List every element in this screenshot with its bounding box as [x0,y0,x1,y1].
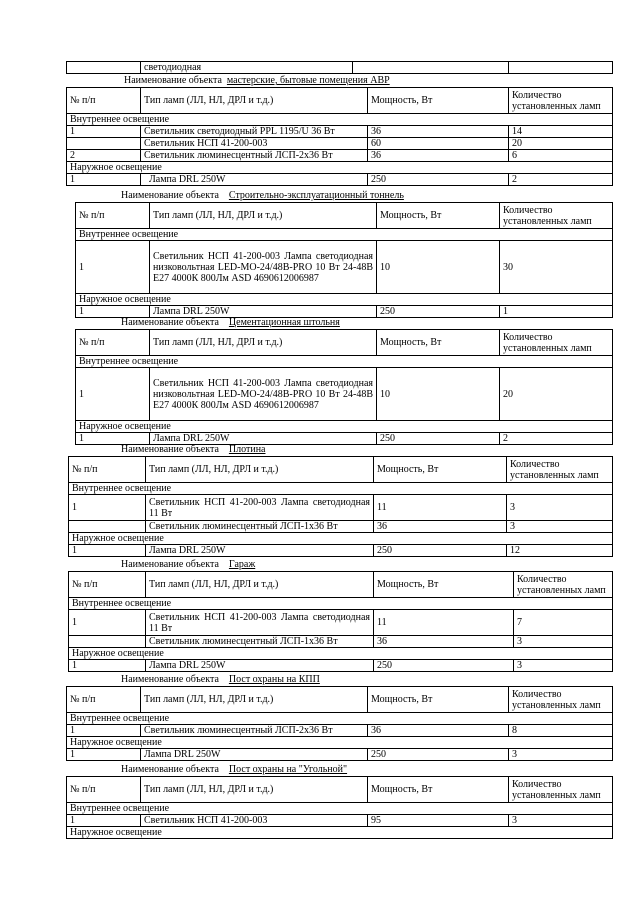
cell-type: Светильник НСП 41-200-003 Лампа светодиодная 11 Вт [146,495,374,521]
cell-power: 36 [374,521,507,533]
cell-num: 1 [67,815,141,827]
col-count-header: Количество установленных ламп [500,330,613,356]
cell-power: 11 [374,610,514,636]
section-outdoor: Наружное освещение [76,421,613,433]
col-count-header: Количество установленных ламп [514,572,613,598]
cell-power: 36 [368,150,509,162]
cell-num: 1 [69,660,146,672]
section-indoor: Внутреннее освещение [76,229,613,241]
cell-type: Лампа DRL 250W [146,660,374,672]
col-count-header: Количество установленных ламп [507,457,613,483]
cell-power: 11 [374,495,507,521]
col-type-header: Тип ламп (ЛЛ, НЛ, ДРЛ и т.д.) [150,330,377,356]
cell-count: 1 [500,306,613,318]
col-power-header: Мощность, Вт [374,572,514,598]
cell-type: Светильник НСП 41-200-003 Лампа светодиодная низковольтная LED-MO-24/48B-PRO 10 Вт 24-48В Е27 4000К 800Лм ASD 4690612006987 [150,241,377,294]
cell-type: Лампа DRL 250W [146,545,374,557]
object-name: Пост охраны на КПП [228,674,320,685]
cell-type: Лампа DRL 250W [150,433,377,445]
cell-num [67,138,141,150]
lamp-table [68,456,613,557]
section-indoor: Внутреннее освещение [67,803,613,815]
cell-num: 1 [67,749,141,761]
section-outdoor: Наружное освещение [67,827,613,839]
lamp-table [66,87,613,186]
cell-count: 3 [509,749,613,761]
cell-count: 20 [500,368,613,421]
col-num-header: № п/п [76,203,150,229]
cell-power: 10 [377,241,500,294]
cell-num: 2 [67,150,141,162]
section-indoor: Внутреннее освещение [67,713,613,725]
section-outdoor: Наружное освещение [69,533,613,545]
col-power-header: Мощность, Вт [374,457,507,483]
cell-power: 36 [368,725,509,737]
cell-type: Лампа DRL 250W [141,174,368,186]
col-type-header: Тип ламп (ЛЛ, НЛ, ДРЛ и т.д.) [150,203,377,229]
cell-power: 250 [368,749,509,761]
cell-count: 12 [507,545,613,557]
object-name: Цементационная штольня [228,317,340,328]
cell-count: 30 [500,241,613,294]
object-title: Наименование объекта Пост охраны на "Угольной" [121,764,348,775]
cell-power: 250 [377,306,500,318]
col-num-header: № п/п [67,777,141,803]
cell-count: 3 [514,636,613,648]
cell-power: 10 [377,368,500,421]
col-num-header: № п/п [67,88,141,114]
cell-num: 1 [76,241,150,294]
cell-num: 1 [76,433,150,445]
cell-count: 3 [514,660,613,672]
col-power-header: Мощность, Вт [368,88,509,114]
col-power-header: Мощность, Вт [377,203,500,229]
col-type-header: Тип ламп (ЛЛ, НЛ, ДРЛ и т.д.) [141,777,368,803]
col-power-header: Мощность, Вт [368,687,509,713]
col-type-header: Тип ламп (ЛЛ, НЛ, ДРЛ и т.д.) [146,572,374,598]
object-name: Пост охраны на "Угольной" [228,764,348,775]
col-power-header: Мощность, Вт [377,330,500,356]
col-num-header: № п/п [67,687,141,713]
cell-num: 1 [69,495,146,521]
cell-power: 250 [374,660,514,672]
cell-count: 6 [509,150,613,162]
cell-count: 8 [509,725,613,737]
cell-type: Светильник люминесцентный ЛСП-1х36 Вт [146,636,374,648]
col-num-header: № п/п [69,457,146,483]
cell-power: 60 [368,138,509,150]
cell-power: 250 [377,433,500,445]
lamp-table [66,686,613,761]
cell-type: Светильник люминесцентный ЛСП-2х36 Вт [141,150,368,162]
cell-count: 3 [507,521,613,533]
cell-num: 1 [67,725,141,737]
cell-num: 1 [67,126,141,138]
cell-power: 250 [368,174,509,186]
object-title: Наименование объекта Пост охраны на КПП [121,674,320,685]
cell-type: Светильник НСП 41-200-003 Лампа светодиодная 11 Вт [146,610,374,636]
col-type-header: Тип ламп (ЛЛ, НЛ, ДРЛ и т.д.) [141,687,368,713]
object-name: Плотина [228,444,266,455]
cell-count: 2 [509,174,613,186]
cell-power: 250 [374,545,507,557]
object-title: Наименование объекта Цементационная штольня [121,317,340,328]
cell-type: Светильник НСП 41-200-003 [141,815,368,827]
col-count-header: Количество установленных ламп [509,687,613,713]
object-name: Строительно-эксплуатационный тоннель [228,190,404,201]
cell-type: Светильник светодиодный PPL 1195/U 36 Вт [141,126,368,138]
object-name: Гараж [228,559,256,570]
cell-type: Лампа DRL 250W [150,306,377,318]
cell-power: 95 [368,815,509,827]
cell-num [69,521,146,533]
cell-power: 36 [374,636,514,648]
col-type-header: Тип ламп (ЛЛ, НЛ, ДРЛ и т.д.) [146,457,374,483]
col-type-header: Тип ламп (ЛЛ, НЛ, ДРЛ и т.д.) [141,88,368,114]
cell-type: Светильник люминесцентный ЛСП-1х36 Вт [146,521,374,533]
section-outdoor: Наружное освещение [69,648,613,660]
cell-num: 1 [69,545,146,557]
section-indoor: Внутреннее освещение [76,356,613,368]
section-outdoor: Наружное освещение [67,162,613,174]
cell-count: 7 [514,610,613,636]
section-indoor: Внутреннее освещение [67,114,613,126]
cell-type: Светильник НСП 41-200-003 [141,138,368,150]
col-power-header: Мощность, Вт [368,777,509,803]
lamp-table [75,329,613,445]
lamp-table [66,776,613,839]
cell-type: Светильник НСП 41-200-003 Лампа светодиодная низковольтная LED-MO-24/48B-PRO 10 Вт 24-48В Е27 4000К 800Лм ASD 4690612006987 [150,368,377,421]
cell-type: Лампа DRL 250W [141,749,368,761]
col-count-header: Количество установленных ламп [509,777,613,803]
cell-num: 1 [69,610,146,636]
object-title: Наименование объекта Строительно-эксплуатационный тоннель [121,190,404,201]
fragment-text: светодиодная [141,62,353,74]
cell-power: 36 [368,126,509,138]
cell-num: 1 [76,368,150,421]
cell-num [69,636,146,648]
col-count-header: Количество установленных ламп [509,88,613,114]
section-outdoor: Наружное освещение [76,294,613,306]
cell-count: 2 [500,433,613,445]
cell-num: 1 [76,306,150,318]
object-title: Наименование объекта Плотина [121,444,266,455]
cell-count: 3 [509,815,613,827]
col-num-header: № п/п [76,330,150,356]
cell-num: 1 [67,174,141,186]
top-fragment-table [66,61,613,74]
lamp-table [75,202,613,318]
col-num-header: № п/п [69,572,146,598]
object-title: Наименование объекта Гараж [121,559,256,570]
section-indoor: Внутреннее освещение [69,598,613,610]
cell-count: 14 [509,126,613,138]
section-indoor: Внутреннее освещение [69,483,613,495]
cell-count: 3 [507,495,613,521]
cell-type: Светильник люминесцентный ЛСП-2х36 Вт [141,725,368,737]
section-outdoor: Наружное освещение [67,737,613,749]
col-count-header: Количество установленных ламп [500,203,613,229]
cell-count: 20 [509,138,613,150]
object-title: Наименование объекта мастерские, бытовые помещения АВР [124,75,390,86]
lamp-table [68,571,613,672]
object-name: мастерские, бытовые помещения АВР [226,75,390,86]
